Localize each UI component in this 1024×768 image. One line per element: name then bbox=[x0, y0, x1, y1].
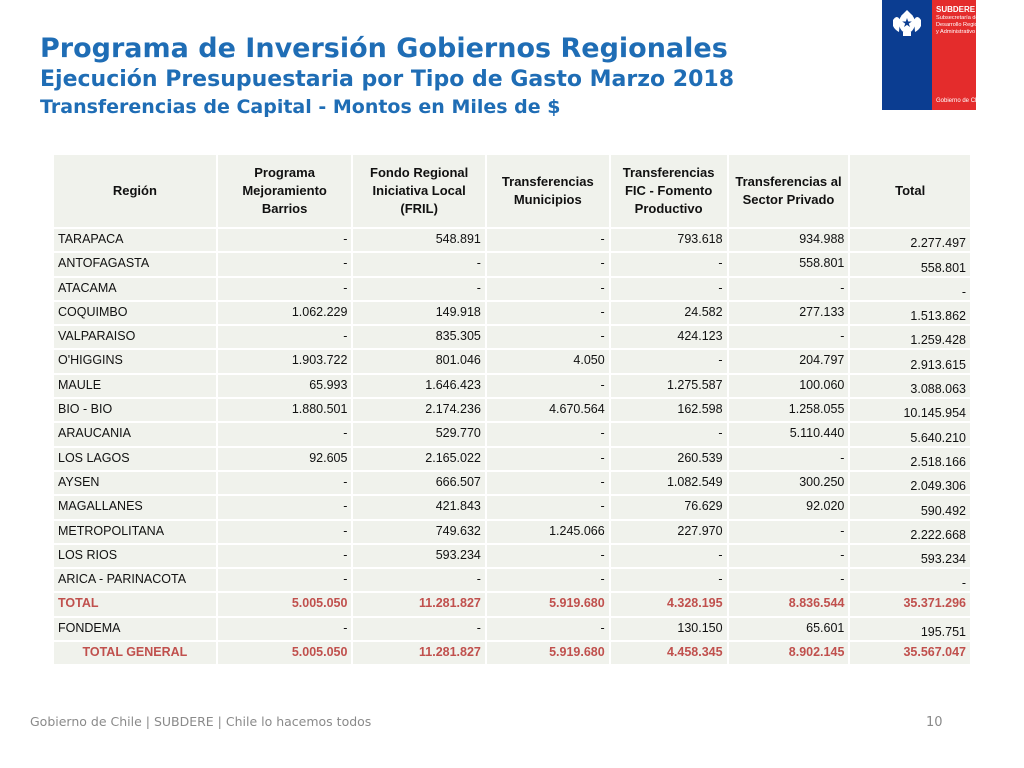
cell-total: 5.640.210 bbox=[850, 423, 970, 445]
page-number: 10 bbox=[926, 715, 943, 730]
cell-region: FONDEMA bbox=[54, 618, 216, 640]
cell-value: 76.629 bbox=[611, 496, 727, 518]
cell-value: 130.150 bbox=[611, 618, 727, 640]
fondema-row bbox=[54, 618, 970, 640]
cell-value: - bbox=[218, 472, 352, 494]
coat-of-arms-icon bbox=[889, 6, 925, 40]
cell-region: METROPOLITANA bbox=[54, 521, 216, 543]
cell-value: - bbox=[218, 545, 352, 567]
logo-red-panel bbox=[932, 0, 986, 110]
cell-value: - bbox=[487, 278, 609, 300]
cell-total: 1.513.862 bbox=[850, 302, 970, 324]
cell-value: 424.123 bbox=[611, 326, 727, 348]
cell-value: - bbox=[487, 302, 609, 324]
logo-subtitle-2: Desarrollo Regional bbox=[936, 22, 986, 28]
cell-value: 5.005.050 bbox=[218, 593, 352, 615]
table-row bbox=[54, 399, 970, 421]
slide-subtitle: Ejecución Presupuestaria por Tipo de Gasto Marzo 2018 bbox=[40, 67, 734, 92]
cell-total: - bbox=[850, 278, 970, 300]
cell-value: 8.836.544 bbox=[729, 593, 849, 615]
header-programa-mejoramiento-barrios: Programa Mejoramiento Barrios bbox=[218, 155, 352, 227]
cell-value: 5.110.440 bbox=[729, 423, 849, 445]
table-row bbox=[54, 521, 970, 543]
cell-region: LOS RIOS bbox=[54, 545, 216, 567]
cell-value: 934.988 bbox=[729, 229, 849, 251]
cell-value: 1.258.055 bbox=[729, 399, 849, 421]
cell-total: 2.049.306 bbox=[850, 472, 970, 494]
cell-region: MAULE bbox=[54, 375, 216, 397]
cell-value: - bbox=[611, 569, 727, 591]
cell-value: 92.605 bbox=[218, 448, 352, 470]
cell-total: 35.567.047 bbox=[850, 642, 970, 664]
cell-total: 35.371.296 bbox=[850, 593, 970, 615]
cell-value: 162.598 bbox=[611, 399, 727, 421]
header-fril: Fondo Regional Iniciativa Local (FRIL) bbox=[353, 155, 484, 227]
cell-value: 793.618 bbox=[611, 229, 727, 251]
cell-value: 5.005.050 bbox=[218, 642, 352, 664]
cell-total: 2.277.497 bbox=[850, 229, 970, 251]
cell-value: - bbox=[353, 278, 484, 300]
cell-region: BIO - BIO bbox=[54, 399, 216, 421]
cell-value: 1.245.066 bbox=[487, 521, 609, 543]
cell-value: - bbox=[218, 423, 352, 445]
cell-value: 5.919.680 bbox=[487, 642, 609, 664]
cell-region: ANTOFAGASTA bbox=[54, 253, 216, 275]
table-row bbox=[54, 326, 970, 348]
table-row bbox=[54, 569, 970, 591]
cell-value: - bbox=[218, 229, 352, 251]
cell-total: 2.518.166 bbox=[850, 448, 970, 470]
header-transferencias-municipios: Transferencias Municipios bbox=[487, 155, 609, 227]
cell-value: - bbox=[218, 496, 352, 518]
cell-total: 558.801 bbox=[850, 253, 970, 275]
cell-region: AYSEN bbox=[54, 472, 216, 494]
cell-value: 1.880.501 bbox=[218, 399, 352, 421]
cell-total: 3.088.063 bbox=[850, 375, 970, 397]
cell-region: O'HIGGINS bbox=[54, 350, 216, 372]
table-row bbox=[54, 350, 970, 372]
cell-value: 749.632 bbox=[353, 521, 484, 543]
cell-value: - bbox=[218, 618, 352, 640]
cell-value: - bbox=[611, 350, 727, 372]
cell-value: 4.670.564 bbox=[487, 399, 609, 421]
cell-total: - bbox=[850, 569, 970, 591]
cell-value: 277.133 bbox=[729, 302, 849, 324]
cell-value: 1.082.549 bbox=[611, 472, 727, 494]
cell-value: 4.328.195 bbox=[611, 593, 727, 615]
table-row bbox=[54, 229, 970, 251]
cell-value: 65.601 bbox=[729, 618, 849, 640]
cell-total: 1.259.428 bbox=[850, 326, 970, 348]
cell-value: 149.918 bbox=[353, 302, 484, 324]
cell-value: - bbox=[218, 278, 352, 300]
cell-region: VALPARAISO bbox=[54, 326, 216, 348]
cell-value: 548.891 bbox=[353, 229, 484, 251]
total-general-row bbox=[54, 642, 970, 664]
cell-total: 195.751 bbox=[850, 618, 970, 640]
cell-value: - bbox=[611, 278, 727, 300]
cell-total-label: TOTAL bbox=[54, 593, 216, 615]
cell-value: 1.646.423 bbox=[353, 375, 484, 397]
cell-region: ARAUCANIA bbox=[54, 423, 216, 445]
cell-value: - bbox=[487, 375, 609, 397]
cell-value: - bbox=[218, 569, 352, 591]
cell-value: 801.046 bbox=[353, 350, 484, 372]
logo-subtitle-3: y Administrativo bbox=[936, 29, 976, 35]
cell-value: - bbox=[353, 569, 484, 591]
cell-value: - bbox=[487, 472, 609, 494]
cell-value: - bbox=[353, 618, 484, 640]
cell-value: - bbox=[487, 423, 609, 445]
cell-value: 24.582 bbox=[611, 302, 727, 324]
cell-value: - bbox=[353, 253, 484, 275]
cell-value: 65.993 bbox=[218, 375, 352, 397]
logo-org-name: SUBDERE bbox=[936, 5, 976, 14]
subdere-logo bbox=[882, 0, 986, 110]
cell-value: - bbox=[487, 229, 609, 251]
cell-value: - bbox=[487, 618, 609, 640]
cell-value: - bbox=[487, 326, 609, 348]
cell-value: 92.020 bbox=[729, 496, 849, 518]
cell-value: 4.050 bbox=[487, 350, 609, 372]
table-row bbox=[54, 448, 970, 470]
cell-value: - bbox=[729, 545, 849, 567]
cell-value: - bbox=[611, 545, 727, 567]
table-row bbox=[54, 472, 970, 494]
cell-value: 2.174.236 bbox=[353, 399, 484, 421]
cell-value: 4.458.345 bbox=[611, 642, 727, 664]
cell-value: 835.305 bbox=[353, 326, 484, 348]
cell-total: 10.145.954 bbox=[850, 399, 970, 421]
cell-value: 1.903.722 bbox=[218, 350, 352, 372]
cell-value: 300.250 bbox=[729, 472, 849, 494]
cell-value: - bbox=[218, 326, 352, 348]
cell-region: TARAPACA bbox=[54, 229, 216, 251]
cell-value: 260.539 bbox=[611, 448, 727, 470]
cell-region: ATACAMA bbox=[54, 278, 216, 300]
cell-value: - bbox=[729, 278, 849, 300]
cell-total: 2.913.615 bbox=[850, 350, 970, 372]
cell-value: - bbox=[729, 521, 849, 543]
total-row bbox=[54, 593, 970, 615]
cell-value: - bbox=[487, 569, 609, 591]
cell-value: 11.281.827 bbox=[353, 593, 484, 615]
logo-blue-panel bbox=[882, 0, 932, 110]
cell-value: - bbox=[611, 423, 727, 445]
cell-value: 5.919.680 bbox=[487, 593, 609, 615]
cell-value: 227.970 bbox=[611, 521, 727, 543]
cell-value: 100.060 bbox=[729, 375, 849, 397]
logo-government: Gobierno de Chile bbox=[936, 98, 985, 104]
cell-region: MAGALLANES bbox=[54, 496, 216, 518]
cell-total: 590.492 bbox=[850, 496, 970, 518]
table-row bbox=[54, 423, 970, 445]
cell-value: 1.275.587 bbox=[611, 375, 727, 397]
slide-title-block bbox=[40, 32, 870, 120]
cell-value: - bbox=[729, 448, 849, 470]
cell-value: - bbox=[487, 545, 609, 567]
cell-value: - bbox=[729, 569, 849, 591]
table-row bbox=[54, 545, 970, 567]
cell-value: - bbox=[487, 253, 609, 275]
cell-value: 2.165.022 bbox=[353, 448, 484, 470]
slide-subtitle-secondary: Transferencias de Capital - Montos en Miles de $ bbox=[40, 96, 561, 118]
budget-table bbox=[52, 153, 972, 666]
cell-value: 529.770 bbox=[353, 423, 484, 445]
cell-value: 8.902.145 bbox=[729, 642, 849, 664]
table-row bbox=[54, 302, 970, 324]
cell-region: ARICA - PARINACOTA bbox=[54, 569, 216, 591]
cell-value: 593.234 bbox=[353, 545, 484, 567]
cell-total: 2.222.668 bbox=[850, 521, 970, 543]
footer-text: Gobierno de Chile | SUBDERE | Chile lo hacemos todos bbox=[30, 714, 372, 729]
cell-value: - bbox=[487, 496, 609, 518]
cell-value: 421.843 bbox=[353, 496, 484, 518]
header-region: Región bbox=[54, 155, 216, 227]
cell-region: COQUIMBO bbox=[54, 302, 216, 324]
cell-total-general-label: TOTAL GENERAL bbox=[54, 642, 216, 664]
header-transferencias-sector-privado: Transferencias al Sector Privado bbox=[729, 155, 849, 227]
cell-value: 204.797 bbox=[729, 350, 849, 372]
cell-value: 11.281.827 bbox=[353, 642, 484, 664]
table-row bbox=[54, 375, 970, 397]
cell-value: 666.507 bbox=[353, 472, 484, 494]
cell-value: - bbox=[611, 253, 727, 275]
header-transferencias-fic: Transferencias FIC - Fomento Productivo bbox=[611, 155, 727, 227]
cell-value: - bbox=[218, 253, 352, 275]
table-row bbox=[54, 253, 970, 275]
logo-subtitle-1: Subsecretaría de bbox=[936, 15, 979, 21]
cell-value: - bbox=[729, 326, 849, 348]
cell-total: 593.234 bbox=[850, 545, 970, 567]
cell-value: - bbox=[487, 448, 609, 470]
cell-value: 558.801 bbox=[729, 253, 849, 275]
slide-title: Programa de Inversión Gobiernos Regionales bbox=[40, 33, 728, 64]
table-row bbox=[54, 278, 970, 300]
header-total: Total bbox=[850, 155, 970, 227]
table-header-row bbox=[54, 155, 970, 227]
cell-value: - bbox=[218, 521, 352, 543]
cell-value: 1.062.229 bbox=[218, 302, 352, 324]
table-row bbox=[54, 496, 970, 518]
cell-region: LOS LAGOS bbox=[54, 448, 216, 470]
